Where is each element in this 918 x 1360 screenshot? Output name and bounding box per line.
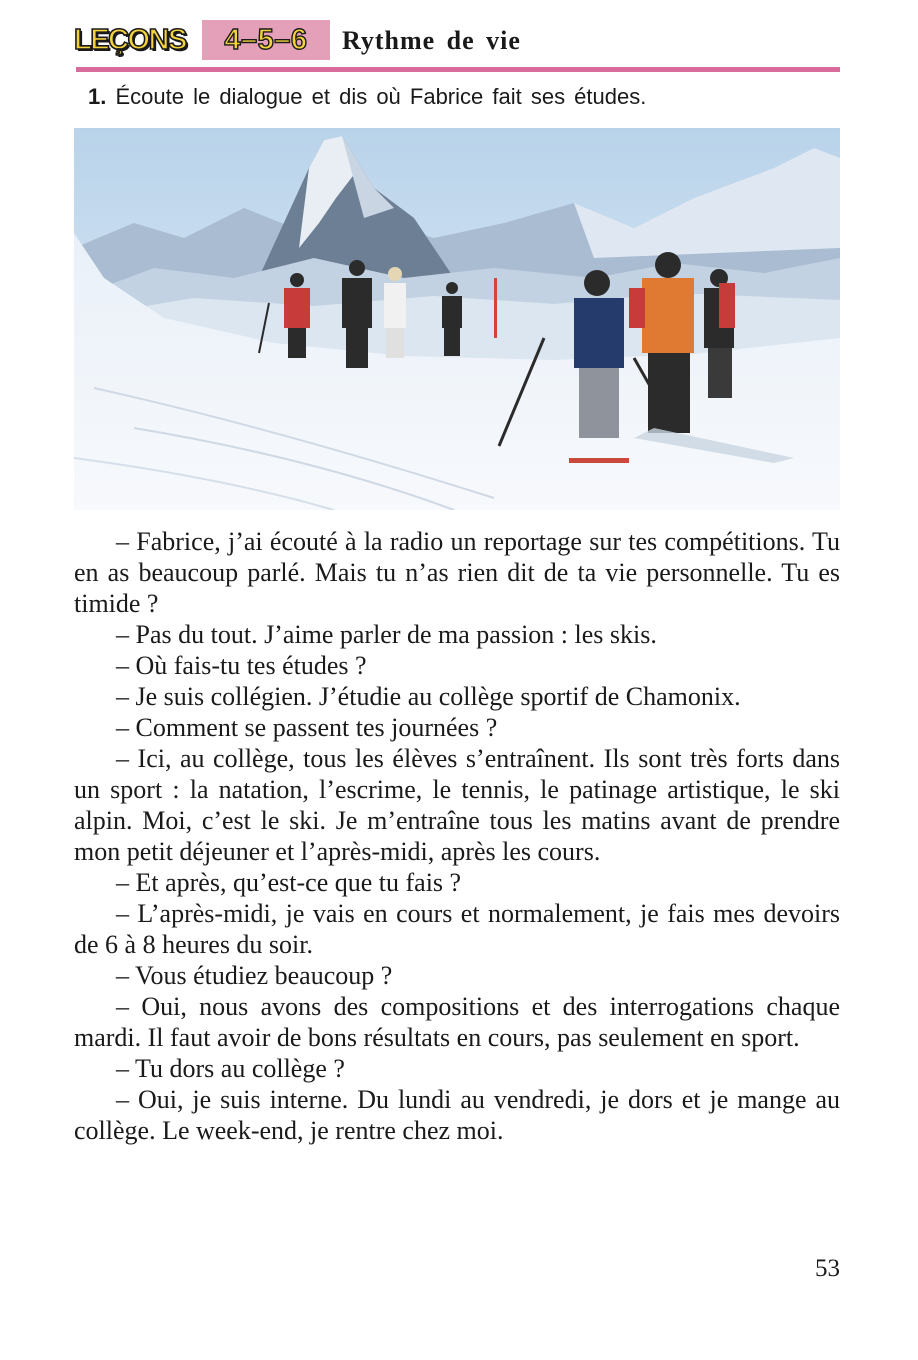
exercise-text: Écoute le dialogue et dis où Fabrice fait ses études.: [115, 84, 647, 109]
dialogue-line: – Où fais-tu tes études ?: [116, 651, 367, 680]
dialogue-line: – Ici, au collège, tous les élèves s’entraînent. Ils sont très forts dans un sport : la natation, l’escrime, le tennis, le patinage artistique, le ski alpin. Moi, c’est le ski. Je m’entraîne tous les matins avant de prendre mon petit déjeuner et l’après-midi, après les cours.: [74, 744, 840, 866]
dialogue-line: – Et après, qu’est-ce que tu fais ?: [116, 868, 462, 897]
lesson-header: [74, 20, 840, 64]
lesson-numbers-badge: 4–5–6: [202, 20, 330, 60]
dialogue-line: – Vous étudiez beaucoup ?: [116, 961, 393, 990]
dialogue-line: – Je suis collégien. J’étudie au collège sportif de Chamonix.: [116, 682, 741, 711]
exercise-instruction: [88, 82, 840, 112]
dialogue-line: – Oui, nous avons des compositions et des interrogations chaque mardi. Il faut avoir de bons résultats en cours, pas seulement en sport.: [74, 992, 840, 1052]
exercise-number: 1.: [88, 84, 107, 109]
dialogue-line: – Tu dors au collège ?: [116, 1054, 345, 1083]
dialogue-text: [74, 526, 840, 1146]
page-number: 53: [815, 1255, 840, 1282]
skiers-on-mountain-slope-image: [74, 128, 840, 510]
dialogue-line: – Pas du tout. J’aime parler de ma passion : les skis.: [116, 620, 657, 649]
lessons-label: LEÇONS: [74, 24, 186, 56]
dialogue-line: – Fabrice, j’ai écouté à la radio un reportage sur tes compétitions. Tu en as beaucoup parlé. Mais tu n’as rien dit de ta vie personnelle. Tu es timide ?: [74, 527, 840, 618]
chapter-title: Rythme de vie: [342, 26, 521, 55]
dialogue-line: – L’après-midi, je vais en cours et normalement, je fais mes devoirs de 6 à 8 heures du soir.: [74, 899, 840, 959]
dialogue-line: – Oui, je suis interne. Du lundi au vendredi, je dors et je mange au collège. Le week-end, je rentre chez moi.: [74, 1085, 840, 1145]
header-divider: [76, 67, 840, 72]
dialogue-line: – Comment se passent tes journées ?: [116, 713, 498, 742]
